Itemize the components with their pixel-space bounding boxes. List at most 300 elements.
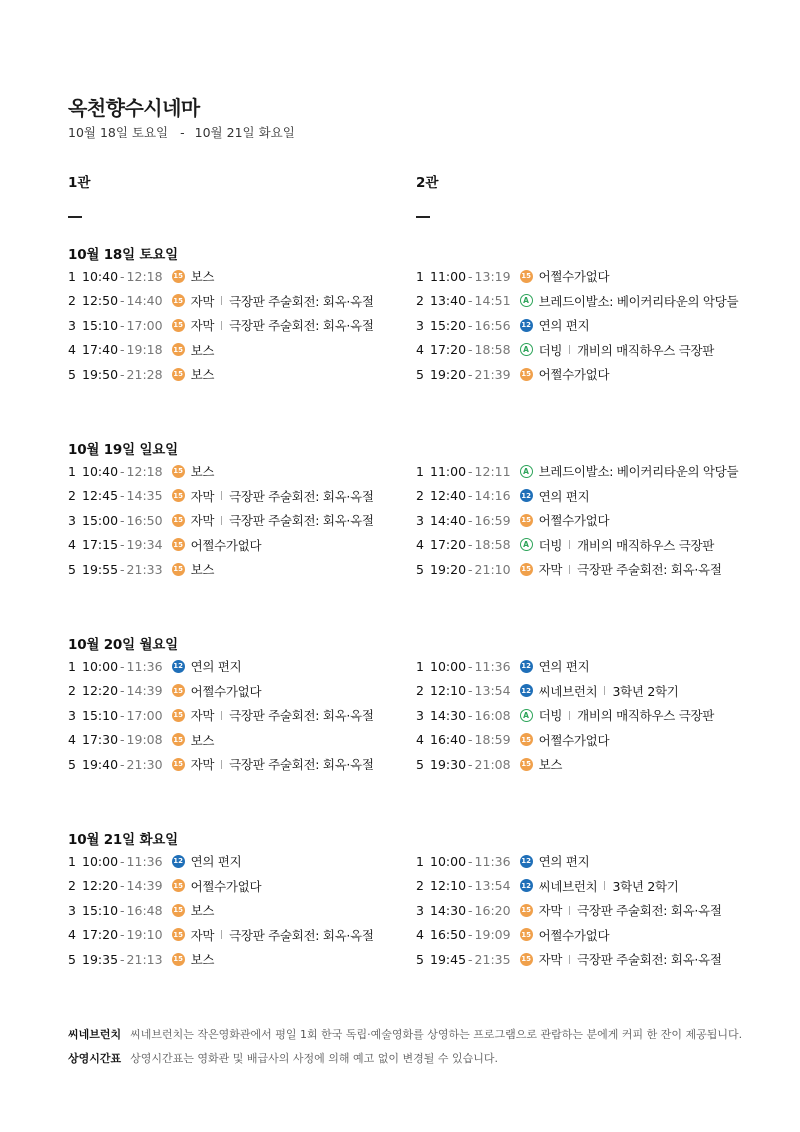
- rating-12-icon: 12: [520, 684, 533, 697]
- screening-number: 2: [416, 878, 424, 894]
- start-time: 17:20: [430, 537, 467, 553]
- time-separator: -: [468, 732, 473, 748]
- screening-number: 4: [68, 537, 76, 553]
- end-time: 14:35: [126, 488, 163, 504]
- rating-15-icon: 15: [172, 733, 185, 746]
- screening-number: 5: [416, 366, 424, 382]
- screening-number: 4: [416, 537, 424, 553]
- end-time: 21:33: [126, 561, 163, 577]
- film-title: 브레드이발소: 베이커리타운의 악당들: [538, 293, 739, 309]
- pipe-divider: [221, 296, 222, 305]
- showtime-row[interactable]: [68, 338, 374, 363]
- end-time: 19:09: [474, 927, 511, 943]
- film-title: 씨네브런치: [538, 878, 598, 894]
- screening-number: 3: [68, 512, 76, 528]
- showtime-row[interactable]: [416, 752, 714, 777]
- rating-15-icon: 15: [172, 465, 185, 478]
- time-separator: -: [468, 342, 473, 358]
- rating-15-icon: 15: [172, 758, 185, 771]
- film-title: 보스: [190, 562, 215, 578]
- showtime-row[interactable]: [68, 654, 374, 679]
- end-time: 16:59: [474, 512, 511, 528]
- start-time: 12:50: [82, 293, 119, 309]
- showtime-row[interactable]: [416, 728, 714, 753]
- start-time: 19:30: [430, 756, 467, 772]
- end-time: 16:48: [126, 902, 163, 918]
- film-subtitle: 극장판 주술회전: 회옥·옥절: [577, 952, 722, 968]
- rating-15-icon: 15: [172, 270, 185, 283]
- film-subtitle: 극장판 주술회전: 회옥·옥절: [229, 488, 374, 504]
- start-time: 10:00: [82, 853, 119, 869]
- schedule-list-hall2: [416, 654, 714, 777]
- rating-15-icon: 15: [520, 270, 533, 283]
- start-time: 14:40: [430, 512, 467, 528]
- note-text: 씨네브런치는 작은영화관에서 평일 1회 한국 독립·예술영화를 상영하는 프로그램으로 관람하는 분에게 커피 한 잔이 제공됩니다.: [130, 1028, 743, 1041]
- film-subtitle: 개비의 매직하우스 극장판: [577, 537, 715, 553]
- film-title: 어쩔수가없다: [538, 367, 610, 383]
- end-time: 12:18: [126, 463, 163, 479]
- film-title: 어쩔수가없다: [190, 537, 262, 553]
- note-text: 상영시간표는 영화관 및 배급사의 사정에 의해 예고 없이 변경될 수 있습니다.: [130, 1052, 499, 1065]
- rating-12-icon: 12: [520, 319, 533, 332]
- end-time: 14:39: [126, 878, 163, 894]
- screening-number: 1: [68, 463, 76, 479]
- film-subtitle: 3학년 2학기: [612, 878, 679, 894]
- pipe-divider: [569, 540, 570, 549]
- showtime-row[interactable]: [68, 289, 374, 314]
- film-title: 보스: [190, 464, 215, 480]
- time-separator: -: [120, 463, 125, 479]
- showtime-row[interactable]: [68, 947, 374, 972]
- film-title: 더빙: [538, 342, 563, 358]
- note-cinebrunch: [68, 1022, 768, 1046]
- showtime-row[interactable]: [416, 923, 722, 948]
- start-time: 16:50: [430, 927, 467, 943]
- film-title: 자막: [190, 293, 215, 309]
- rating-15-icon: 15: [172, 904, 185, 917]
- pipe-divider: [604, 686, 605, 695]
- end-time: 11:36: [474, 658, 511, 674]
- end-time: 19:34: [126, 537, 163, 553]
- time-separator: -: [120, 878, 125, 894]
- start-time: 11:00: [430, 268, 467, 284]
- pipe-divider: [569, 565, 570, 574]
- end-time: 21:30: [126, 756, 163, 772]
- screening-number: 4: [68, 732, 76, 748]
- film-title: 어쩔수가없다: [538, 927, 610, 943]
- film-title: 자막: [190, 488, 215, 504]
- rating-15-icon: 15: [172, 368, 185, 381]
- end-time: 21:10: [474, 561, 511, 577]
- rating-15-icon: 15: [520, 563, 533, 576]
- pipe-divider: [569, 711, 570, 720]
- film-title: 보스: [190, 342, 215, 358]
- end-time: 18:58: [474, 537, 511, 553]
- film-subtitle: 극장판 주술회전: 회옥·옥절: [229, 757, 374, 773]
- schedule-list-hall1: [68, 264, 374, 387]
- time-separator: -: [120, 927, 125, 943]
- screening-number: 3: [68, 902, 76, 918]
- time-separator: -: [120, 683, 125, 699]
- start-time: 16:40: [430, 732, 467, 748]
- screening-number: 2: [68, 293, 76, 309]
- hall-2-divider: [416, 216, 430, 218]
- showtime-row[interactable]: [68, 557, 374, 582]
- time-separator: -: [468, 561, 473, 577]
- film-title: 어쩔수가없다: [538, 732, 610, 748]
- screening-number: 1: [68, 658, 76, 674]
- screening-number: 2: [416, 293, 424, 309]
- time-separator: -: [120, 561, 125, 577]
- showtime-row[interactable]: [416, 264, 738, 289]
- end-time: 16:08: [474, 707, 511, 723]
- time-separator: -: [120, 342, 125, 358]
- start-time: 10:00: [430, 658, 467, 674]
- start-time: 19:20: [430, 561, 467, 577]
- time-separator: -: [468, 683, 473, 699]
- showtime-row[interactable]: [416, 947, 722, 972]
- end-time: 16:56: [474, 317, 511, 333]
- start-time: 19:55: [82, 561, 119, 577]
- screening-number: 5: [68, 561, 76, 577]
- time-separator: -: [120, 853, 125, 869]
- showtime-row[interactable]: [416, 679, 714, 704]
- start-time: 15:10: [82, 902, 119, 918]
- film-title: 브레드이발소: 베이커리타운의 악당들: [538, 464, 739, 480]
- schedule-list-hall2: [416, 459, 738, 582]
- start-time: 19:50: [82, 366, 119, 382]
- film-title: 어쩔수가없다: [538, 513, 610, 529]
- time-separator: -: [468, 463, 473, 479]
- end-time: 21:35: [474, 951, 511, 967]
- film-title: 연의 편지: [538, 318, 590, 334]
- screening-number: 1: [68, 268, 76, 284]
- rating-15-icon: 15: [172, 684, 185, 697]
- end-time: 14:51: [474, 293, 511, 309]
- rating-12-icon: 12: [520, 879, 533, 892]
- film-title: 자막: [190, 757, 215, 773]
- screening-number: 5: [68, 366, 76, 382]
- end-time: 19:18: [126, 342, 163, 358]
- end-time: 12:18: [126, 268, 163, 284]
- start-time: 10:00: [430, 853, 467, 869]
- time-separator: -: [120, 732, 125, 748]
- start-time: 19:45: [430, 951, 467, 967]
- screening-number: 3: [416, 317, 424, 333]
- showtime-row[interactable]: [416, 459, 738, 484]
- rating-15-icon: 15: [172, 538, 185, 551]
- film-title: 더빙: [538, 708, 563, 724]
- rating-12-icon: 12: [172, 855, 185, 868]
- film-subtitle: 3학년 2학기: [612, 683, 679, 699]
- period-separator: -: [180, 125, 185, 140]
- showtime-row[interactable]: [68, 508, 374, 533]
- showtime-row[interactable]: [416, 508, 738, 533]
- end-time: 21:39: [474, 366, 511, 382]
- screening-number: 1: [68, 853, 76, 869]
- start-time: 12:45: [82, 488, 119, 504]
- screening-number: 3: [68, 317, 76, 333]
- screening-number: 1: [416, 463, 424, 479]
- rating-15-icon: 15: [172, 563, 185, 576]
- start-time: 12:10: [430, 683, 467, 699]
- showtime-row[interactable]: [68, 849, 374, 874]
- showtime-row[interactable]: [416, 484, 738, 509]
- showtime-row[interactable]: [68, 679, 374, 704]
- rating-15-icon: 15: [520, 928, 533, 941]
- start-time: 17:15: [82, 537, 119, 553]
- film-title: 보스: [190, 367, 215, 383]
- screening-number: 3: [416, 707, 424, 723]
- start-time: 15:10: [82, 317, 119, 333]
- rating-all-icon: A: [520, 465, 533, 478]
- time-separator: -: [468, 927, 473, 943]
- rating-15-icon: 15: [172, 879, 185, 892]
- screening-number: 1: [416, 658, 424, 674]
- day-title: 10월 20일 월요일: [68, 637, 178, 653]
- film-title: 어쩔수가없다: [190, 683, 262, 699]
- time-separator: -: [120, 951, 125, 967]
- rating-15-icon: 15: [172, 928, 185, 941]
- film-title: 보스: [190, 952, 215, 968]
- rating-15-icon: 15: [172, 953, 185, 966]
- screening-number: 4: [68, 927, 76, 943]
- film-title: 씨네브런치: [538, 683, 598, 699]
- end-time: 21:13: [126, 951, 163, 967]
- pipe-divider: [569, 345, 570, 354]
- showtime-row[interactable]: [416, 313, 738, 338]
- pipe-divider: [569, 906, 570, 915]
- film-title: 연의 편지: [538, 659, 590, 675]
- start-time: 15:10: [82, 707, 119, 723]
- start-time: 11:00: [430, 463, 467, 479]
- showtime-row[interactable]: [416, 362, 738, 387]
- period-end: 10월 21일 화요일: [194, 125, 295, 140]
- rating-15-icon: 15: [172, 709, 185, 722]
- start-time: 13:40: [430, 293, 467, 309]
- showtime-row[interactable]: [68, 484, 374, 509]
- screening-number: 4: [68, 342, 76, 358]
- screening-number: 5: [416, 951, 424, 967]
- period-start: 10월 18일 토요일: [68, 125, 169, 140]
- day-title: 10월 18일 토요일: [68, 247, 178, 263]
- schedule-list-hall2: [416, 849, 722, 972]
- pipe-divider: [221, 930, 222, 939]
- start-time: 12:40: [430, 488, 467, 504]
- rating-15-icon: 15: [172, 294, 185, 307]
- end-time: 11:36: [126, 853, 163, 869]
- start-time: 14:30: [430, 902, 467, 918]
- film-title: 자막: [190, 318, 215, 334]
- end-time: 21:08: [474, 756, 511, 772]
- screening-number: 2: [416, 488, 424, 504]
- rating-all-icon: A: [520, 709, 533, 722]
- showtime-row[interactable]: [416, 557, 738, 582]
- screening-number: 2: [68, 683, 76, 699]
- time-separator: -: [468, 902, 473, 918]
- screening-number: 4: [416, 732, 424, 748]
- screening-number: 3: [416, 902, 424, 918]
- screening-number: 5: [68, 951, 76, 967]
- time-separator: -: [120, 512, 125, 528]
- showtime-row[interactable]: [416, 654, 714, 679]
- film-title: 어쩔수가없다: [190, 878, 262, 894]
- schedule-list-hall1: [68, 654, 374, 777]
- showtime-row[interactable]: [68, 923, 374, 948]
- time-separator: -: [468, 317, 473, 333]
- screening-number: 5: [416, 756, 424, 772]
- screening-number: 2: [68, 488, 76, 504]
- pipe-divider: [221, 491, 222, 500]
- rating-12-icon: 12: [520, 489, 533, 502]
- film-title: 보스: [190, 732, 215, 748]
- time-separator: -: [468, 512, 473, 528]
- showtime-row[interactable]: [68, 728, 374, 753]
- end-time: 14:16: [474, 488, 511, 504]
- rating-15-icon: 15: [172, 319, 185, 332]
- time-separator: -: [468, 293, 473, 309]
- end-time: 17:00: [126, 707, 163, 723]
- rating-15-icon: 15: [172, 489, 185, 502]
- start-time: 14:30: [430, 707, 467, 723]
- screening-number: 4: [416, 342, 424, 358]
- schedule-list-hall1: [68, 459, 374, 582]
- screening-number: 3: [68, 707, 76, 723]
- rating-15-icon: 15: [172, 514, 185, 527]
- hall-1-heading: 1관: [68, 175, 91, 191]
- end-time: 18:59: [474, 732, 511, 748]
- film-title: 연의 편지: [190, 854, 242, 870]
- time-separator: -: [468, 707, 473, 723]
- showtime-row[interactable]: [68, 533, 374, 558]
- time-separator: -: [468, 366, 473, 382]
- showtime-row[interactable]: [416, 703, 714, 728]
- showtime-row[interactable]: [68, 313, 374, 338]
- start-time: 12:10: [430, 878, 467, 894]
- hall-2-heading: 2관: [416, 175, 439, 191]
- day-title: 10월 21일 화요일: [68, 832, 178, 848]
- time-separator: -: [468, 658, 473, 674]
- film-title: 자막: [190, 927, 215, 943]
- end-time: 13:54: [474, 878, 511, 894]
- film-title: 연의 편지: [190, 659, 242, 675]
- showtime-row[interactable]: [416, 849, 722, 874]
- film-subtitle: 극장판 주술회전: 회옥·옥절: [229, 513, 374, 529]
- pipe-divider: [221, 711, 222, 720]
- time-separator: -: [468, 756, 473, 772]
- time-separator: -: [468, 488, 473, 504]
- period: [68, 123, 295, 141]
- screening-number: 5: [68, 756, 76, 772]
- rating-12-icon: 12: [520, 855, 533, 868]
- end-time: 21:28: [126, 366, 163, 382]
- film-title: 연의 편지: [538, 854, 590, 870]
- showtime-row[interactable]: [68, 703, 374, 728]
- end-time: 18:58: [474, 342, 511, 358]
- schedule-list-hall1: [68, 849, 374, 972]
- note-schedule: [68, 1046, 768, 1070]
- end-time: 14:39: [126, 683, 163, 699]
- schedule-list-hall2: [416, 264, 738, 387]
- start-time: 10:00: [82, 658, 119, 674]
- screening-number: 3: [416, 512, 424, 528]
- end-time: 14:40: [126, 293, 163, 309]
- pipe-divider: [569, 955, 570, 964]
- pipe-divider: [221, 516, 222, 525]
- rating-all-icon: A: [520, 538, 533, 551]
- start-time: 15:20: [430, 317, 467, 333]
- end-time: 13:19: [474, 268, 511, 284]
- showtime-row[interactable]: [416, 874, 722, 899]
- rating-15-icon: 15: [520, 953, 533, 966]
- screening-number: 1: [416, 268, 424, 284]
- showtime-row[interactable]: [68, 898, 374, 923]
- note-label: 상영시간표: [68, 1052, 122, 1065]
- time-separator: -: [120, 756, 125, 772]
- start-time: 19:35: [82, 951, 119, 967]
- showtime-row[interactable]: [416, 338, 738, 363]
- page-title: 옥천향수시네마: [68, 96, 200, 120]
- end-time: 17:00: [126, 317, 163, 333]
- start-time: 10:40: [82, 268, 119, 284]
- showtime-row[interactable]: [68, 459, 374, 484]
- rating-15-icon: 15: [520, 368, 533, 381]
- end-time: 19:08: [126, 732, 163, 748]
- showtime-row[interactable]: [68, 264, 374, 289]
- film-subtitle: 개비의 매직하우스 극장판: [577, 708, 715, 724]
- time-separator: -: [120, 537, 125, 553]
- time-separator: -: [120, 366, 125, 382]
- end-time: 12:11: [474, 463, 511, 479]
- rating-12-icon: 12: [172, 660, 185, 673]
- film-title: 보스: [190, 269, 215, 285]
- end-time: 13:54: [474, 683, 511, 699]
- start-time: 10:40: [82, 463, 119, 479]
- time-separator: -: [120, 268, 125, 284]
- showtime-row[interactable]: [416, 898, 722, 923]
- film-subtitle: 개비의 매직하우스 극장판: [577, 342, 715, 358]
- time-separator: -: [120, 658, 125, 674]
- showtime-row[interactable]: [68, 362, 374, 387]
- rating-15-icon: 15: [520, 733, 533, 746]
- end-time: 16:50: [126, 512, 163, 528]
- screening-number: 2: [68, 878, 76, 894]
- screening-number: 1: [416, 853, 424, 869]
- film-title: 자막: [190, 513, 215, 529]
- time-separator: -: [120, 488, 125, 504]
- start-time: 19:20: [430, 366, 467, 382]
- rating-15-icon: 15: [520, 758, 533, 771]
- pipe-divider: [221, 321, 222, 330]
- film-subtitle: 극장판 주술회전: 회옥·옥절: [229, 293, 374, 309]
- rating-15-icon: 15: [172, 343, 185, 356]
- end-time: 16:20: [474, 902, 511, 918]
- notes: [68, 1022, 768, 1070]
- time-separator: -: [468, 853, 473, 869]
- rating-15-icon: 15: [520, 514, 533, 527]
- showtime-row[interactable]: [416, 289, 738, 314]
- time-separator: -: [468, 951, 473, 967]
- time-separator: -: [120, 902, 125, 918]
- film-title: 자막: [538, 562, 563, 578]
- showtime-row[interactable]: [416, 533, 738, 558]
- end-time: 11:36: [126, 658, 163, 674]
- start-time: 17:20: [82, 927, 119, 943]
- showtime-row[interactable]: [68, 752, 374, 777]
- screening-number: 4: [416, 927, 424, 943]
- showtime-row[interactable]: [68, 874, 374, 899]
- film-subtitle: 극장판 주술회전: 회옥·옥절: [577, 562, 722, 578]
